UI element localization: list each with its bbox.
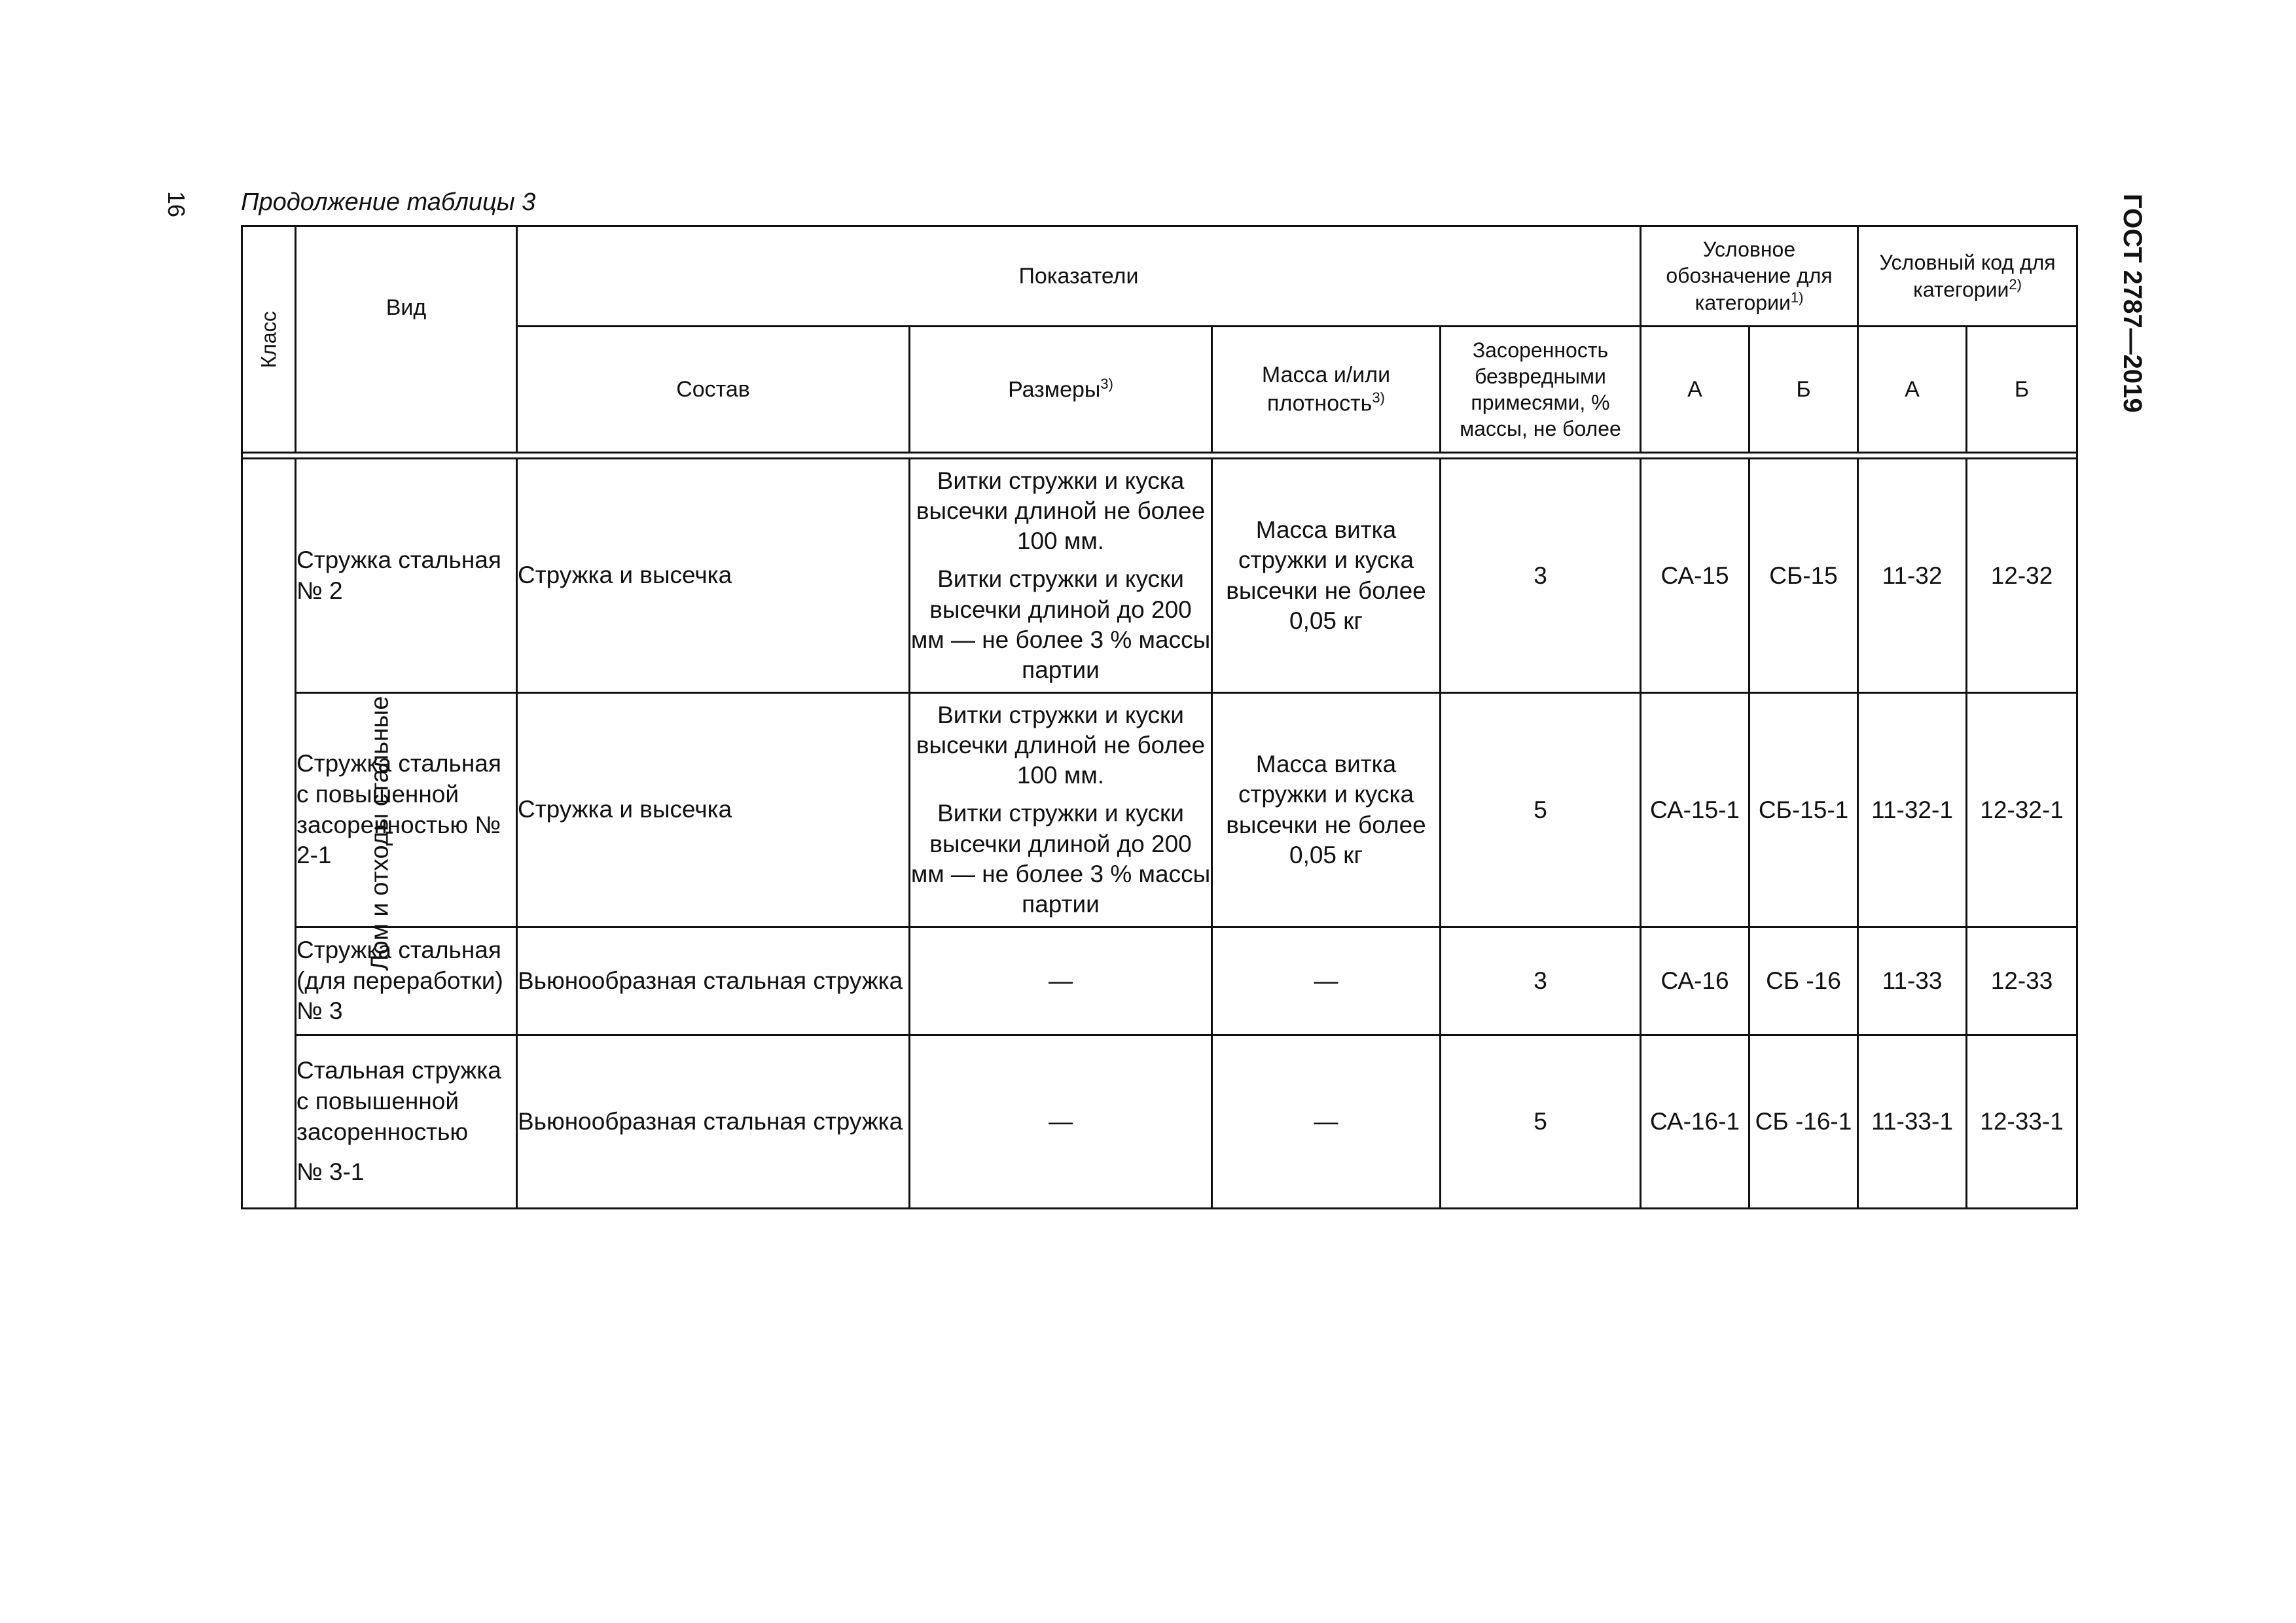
header-code-category-b: Б — [1967, 327, 2077, 453]
code-b-cell: 12-32-1 — [1967, 693, 2077, 927]
header-mass: Масса и/или плотность$^{3)}$ — [1212, 327, 1441, 453]
composition-cell: Вьюнообразная стальная стружка — [517, 927, 910, 1035]
document-code: ГОСТ 2787—2019 — [2118, 194, 2147, 413]
designation-b-cell: СБ -16-1 — [1749, 1035, 1858, 1209]
header-indicators: Показатели — [517, 226, 1641, 327]
code-a-cell: 11-33-1 — [1858, 1035, 1967, 1209]
impurity-cell: 5 — [1441, 1035, 1641, 1209]
code-a-cell: 11-32 — [1858, 459, 1967, 693]
impurity-cell: 5 — [1441, 693, 1641, 927]
vid-cell: Стружка стальная № 2 — [296, 459, 517, 693]
designation-a-cell: СА-16 — [1641, 927, 1749, 1035]
sizes-line: Витки стружки и куски высечки длиной до 200 мм — не более 3 % массы партии — [910, 565, 1211, 684]
code-a-cell: 11-32-1 — [1858, 693, 1967, 927]
vid-cell: Стружка стальная с повышенной засоренностью № 2-1 — [296, 693, 517, 927]
header-vid: Вид — [296, 226, 517, 453]
sizes-cell — [910, 693, 1212, 927]
table-row — [242, 927, 2077, 1035]
designation-a-cell: СА-15 — [1641, 459, 1749, 693]
class-label: Лом и отходы стальные — [366, 696, 394, 971]
vid-cell — [296, 1035, 517, 1209]
header-code-category-a: А — [1858, 327, 1967, 453]
table-row — [242, 1035, 2077, 1209]
composition-cell: Стружка и высечка — [517, 693, 910, 927]
header-sizes: Размеры$^{3)}$ — [910, 327, 1212, 453]
table-continuation-label: Продолжение таблицы 3 — [241, 188, 536, 216]
sizes-line: Витки стружки и куска высечки длиной не более 100 мм. — [916, 467, 1206, 555]
designation-a-cell: СА-16-1 — [1641, 1035, 1749, 1209]
table-row — [242, 459, 2077, 693]
sizes-cell — [910, 1035, 1212, 1209]
header-separator — [242, 453, 2077, 459]
sizes-line: Витки стружки и куски высечки длиной не более 100 мм. — [916, 701, 1206, 789]
composition-cell: Стружка и высечка — [517, 459, 910, 693]
header-impurity: Засоренность безвредными примесями, % массы, не более — [1441, 327, 1641, 453]
mass-cell: — — [1212, 1035, 1441, 1209]
composition-cell: Вьюнообразная стальная стружка — [517, 1035, 910, 1209]
sizes-line: Витки стружки и куски высечки длиной до 200 мм — не более 3 % массы партии — [910, 800, 1211, 918]
vid-cell: Стружка стальная (для переработки) № 3 — [296, 927, 517, 1035]
mass-cell: — — [1212, 927, 1441, 1035]
sizes-line: — — [1049, 1107, 1073, 1135]
vid-number: № 3-1 — [296, 1158, 365, 1185]
table-row — [242, 693, 2077, 927]
mass-cell: Масса витка стружки и куска высечки не более 0,05 кг — [1212, 693, 1441, 927]
code-a-cell: 11-33 — [1858, 927, 1967, 1035]
impurity-cell: 3 — [1441, 459, 1641, 693]
sizes-cell — [910, 459, 1212, 693]
header-class: Класс — [242, 226, 296, 453]
mass-cell: Масса витка стружки и куска высечки не более 0,05 кг — [1212, 459, 1441, 693]
header-designation: Условное обозначение для категории$^{1)}$ — [1641, 226, 1858, 327]
code-b-cell: 12-33 — [1967, 927, 2077, 1035]
designation-b-cell: СБ -16 — [1749, 927, 1858, 1035]
scrap-classification-table — [241, 225, 2078, 1209]
code-b-cell: 12-32 — [1967, 459, 2077, 693]
header-composition: Состав — [517, 327, 910, 453]
designation-b-cell: СБ-15 — [1749, 459, 1858, 693]
page-number: 16 — [163, 191, 190, 218]
vid-text: Стальная стружка с повышенной засоренностью — [296, 1057, 501, 1145]
designation-a-cell: СА-15-1 — [1641, 693, 1749, 927]
header-code: Условный код для категории$^{2)}$ — [1858, 226, 2077, 327]
header-designation-category-b: Б — [1749, 327, 1858, 453]
code-b-cell: 12-33-1 — [1967, 1035, 2077, 1209]
header-designation-category-a: А — [1641, 327, 1749, 453]
sizes-line: — — [1049, 967, 1073, 994]
designation-b-cell: СБ-15-1 — [1749, 693, 1858, 927]
impurity-cell: 3 — [1441, 927, 1641, 1035]
sizes-cell — [910, 927, 1212, 1035]
